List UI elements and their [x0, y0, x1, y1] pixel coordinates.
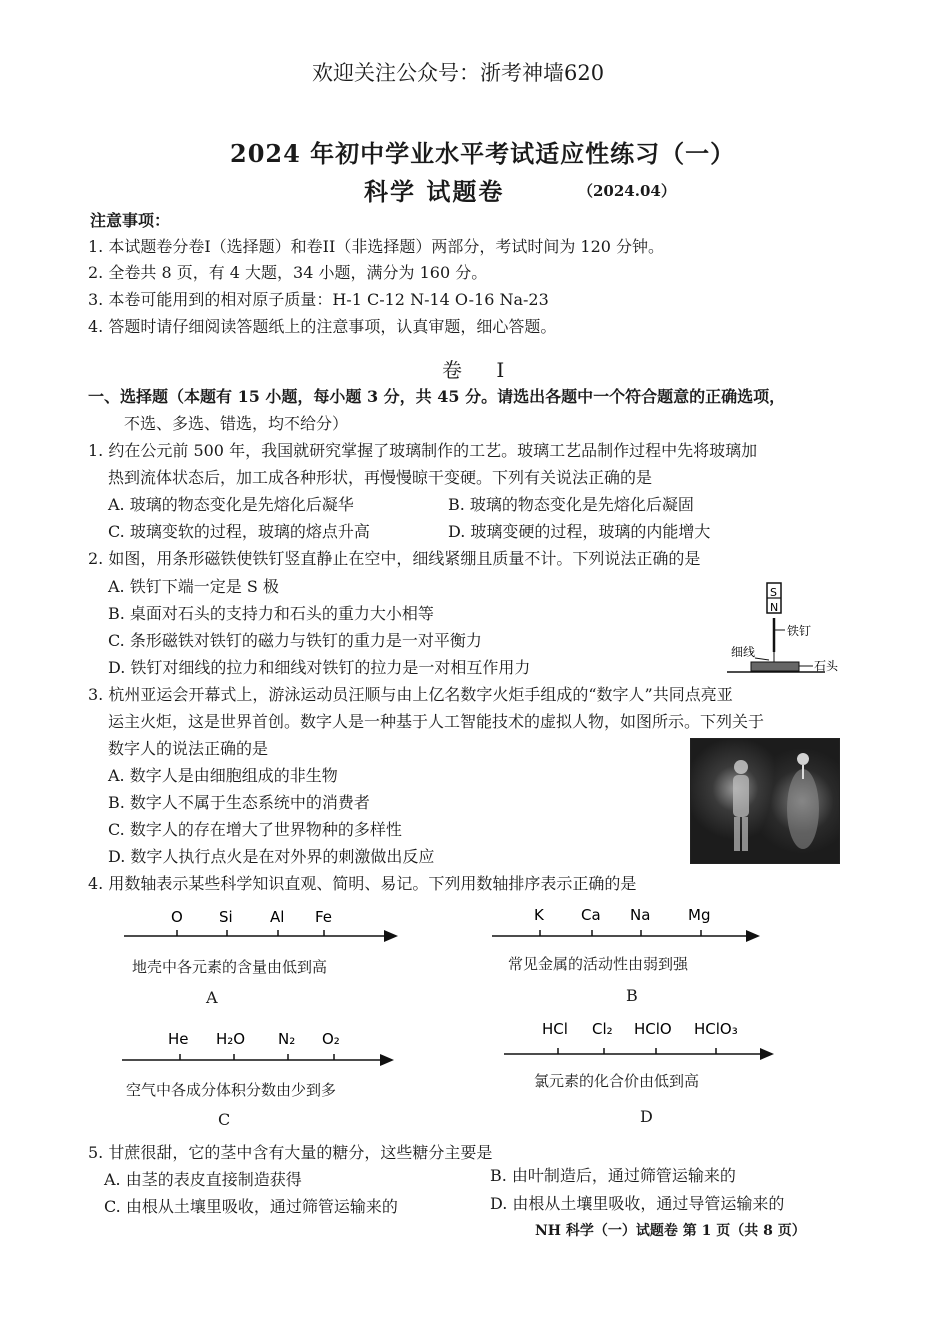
notes-heading: 注意事项：	[90, 211, 171, 230]
part1-instructions: 一、选择题（本题有 15 小题，每小题 3 分，共 45 分。请选出各题中一个符合题意的正确选项，	[88, 387, 786, 406]
q2-option-a: A. 铁钉下端一定是 S 极	[108, 577, 279, 596]
q5-option-c: C. 由根从土壤里吸收，通过筛管运输来的	[104, 1197, 398, 1216]
axis-d-label-1: Cl₂	[592, 1020, 613, 1038]
axis-c	[116, 1022, 406, 1072]
axis-c-label-3: O₂	[322, 1030, 340, 1048]
axis-c-label-1: H₂O	[216, 1030, 246, 1048]
axis-c-label-2: N₂	[278, 1030, 296, 1048]
axis-d-label-2: HClO	[634, 1020, 672, 1038]
q3-option-a: A. 数字人是由细胞组成的非生物	[108, 766, 338, 785]
q3-option-b: B. 数字人不属于生态系统中的消费者	[108, 793, 370, 812]
axis-a-label-3: Fe	[315, 908, 333, 926]
q1-option-c: C. 玻璃变软的过程，玻璃的熔点升高	[108, 522, 370, 541]
axis-a-label-0: O	[171, 908, 183, 926]
magnet-nail-figure	[725, 580, 855, 680]
q2-option-d: D. 铁钉对细线的拉力和细线对铁钉的拉力是一对相互作用力	[108, 658, 531, 677]
axis-d-caption: 氯元素的化合价由低到高	[534, 1072, 700, 1090]
watermark-text: 欢迎关注公众号：浙考神墙620	[312, 61, 605, 85]
axis-c-letter: C	[218, 1110, 231, 1129]
q2-option-b: B. 桌面对石头的支持力和石头的重力大小相等	[108, 604, 434, 623]
digital-human-photo	[690, 738, 840, 864]
note-item: 3. 本卷可能用到的相对原子质量：H-1 C-12 N-14 O-16 Na-23	[88, 290, 549, 309]
exam-date: （2024.04）	[578, 182, 676, 200]
q3-stem-cont2: 数字人的说法正确的是	[108, 739, 269, 758]
q1-option-b: B. 玻璃的物态变化是先熔化后凝固	[448, 495, 694, 514]
axis-a-label-2: Al	[270, 908, 285, 926]
q5-option-d: D. 由根从土壤里吸收，通过导管运输来的	[490, 1194, 785, 1213]
exam-subtitle: 科学 试题卷	[364, 177, 505, 206]
axis-d-letter: D	[640, 1107, 653, 1126]
page-footer: NH 科学（一）试题卷 第 1 页（共 8 页）	[535, 1223, 806, 1239]
axis-a	[118, 900, 408, 950]
q5-stem: 5. 甘蔗很甜，它的茎中含有大量的糖分，这些糖分主要是	[88, 1143, 493, 1162]
note-item: 4. 答题时请仔细阅读答题纸上的注意事项，认真审题，细心答题。	[88, 317, 557, 336]
q2-stem: 2. 如图，用条形磁铁使铁钉竖直静止在空中，细线紧绷且质量不计。下列说法正确的是	[88, 549, 701, 568]
axis-b-label-2: Na	[630, 906, 651, 924]
axis-d-label-3: HClO₃	[694, 1020, 738, 1038]
axis-b-caption: 常见金属的活动性由弱到强	[508, 955, 689, 973]
q2-option-c: C. 条形磁铁对铁钉的磁力与铁钉的重力是一对平衡力	[108, 631, 482, 650]
q4-stem: 4. 用数轴表示某些科学知识直观、简明、易记。下列用数轴排序表示正确的是	[88, 874, 637, 893]
axis-c-label-0: He	[168, 1030, 189, 1048]
q3-option-d: D. 数字人执行点火是在对外界的刺激做出反应	[108, 847, 435, 866]
q1-option-d: D. 玻璃变硬的过程，玻璃的内能增大	[448, 522, 711, 541]
axis-b-label-3: Mg	[688, 906, 711, 924]
q5-option-b: B. 由叶制造后，通过筛管运输来的	[490, 1166, 736, 1185]
magnet-n-label: N	[770, 601, 779, 614]
exam-title: 2024 年初中学业水平考试适应性练习（一）	[230, 139, 736, 168]
note-item: 1. 本试题卷分卷I（选择题）和卷II（非选择题）两部分，考试时间为 120 分钟。	[88, 237, 665, 256]
q5-option-a: A. 由茎的表皮直接制造获得	[104, 1170, 302, 1189]
q3-option-c: C. 数字人的存在增大了世界物种的多样性	[108, 820, 402, 839]
digital-human-figure	[691, 739, 839, 863]
q1-stem-cont: 热到流体状态后，加工成各种形状，再慢慢晾干变硬。下列有关说法正确的是	[108, 468, 653, 487]
q3-stem: 3. 杭州亚运会开幕式上，游泳运动员汪顺与由上亿名数字火炬手组成的“数字人”共同点亮亚	[88, 685, 733, 704]
magnet-s-label: S	[770, 586, 777, 599]
thread-label: 细线	[731, 645, 756, 659]
q1-stem: 1. 约在公元前 500 年，我国就研究掌握了玻璃制作的工艺。玻璃工艺品制作过程中先将玻璃加	[88, 441, 758, 460]
axis-b-label-1: Ca	[581, 906, 601, 924]
axis-b	[488, 900, 773, 950]
note-item: 2. 全卷共 8 页，有 4 大题，34 小题，满分为 160 分。	[88, 263, 488, 282]
axis-b-label-0: K	[534, 906, 544, 924]
axis-d	[500, 1014, 785, 1064]
axis-c-caption: 空气中各成分体积分数由少到多	[126, 1081, 337, 1099]
part1-instructions-cont: 不选、多选、错选，均不给分）	[124, 414, 349, 433]
axis-a-label-1: Si	[219, 908, 233, 926]
section-title: 卷 I	[442, 358, 519, 382]
axis-a-caption: 地壳中各元素的含量由低到高	[132, 958, 328, 976]
axis-d-label-0: HCl	[542, 1020, 568, 1038]
nail-label: 铁钉	[787, 624, 812, 638]
stone	[751, 662, 799, 671]
q1-option-a: A. 玻璃的物态变化是先熔化后凝华	[108, 495, 354, 514]
q3-stem-cont: 运主火炬，这是世界首创。数字人是一种基于人工智能技术的虚拟人物，如图所示。下列关于	[108, 712, 765, 731]
stone-label: 石头	[814, 659, 839, 673]
axis-b-letter: B	[626, 986, 638, 1005]
axis-a-letter: A	[206, 988, 218, 1007]
